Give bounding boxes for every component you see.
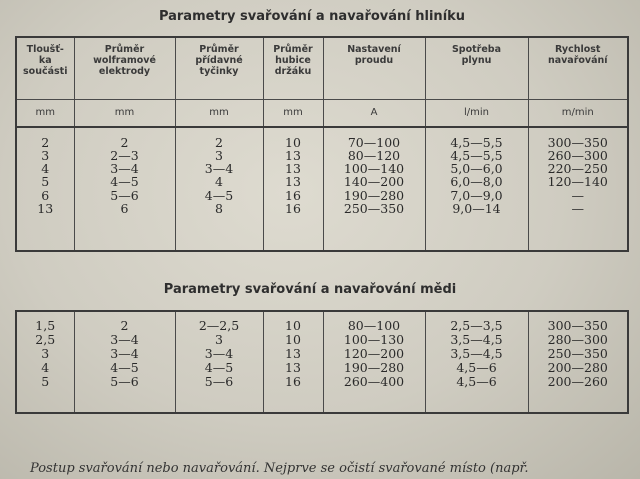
copper-parameters-table [15,310,629,414]
gas-values: 2,5—3,5 3,5—4,5 3,5—4,5 4,5—6 4,5—6 [425,311,528,413]
electrode-values: 2 2—3 3—4 4—5 5—6 6 [74,127,175,252]
data-row [16,127,628,252]
unit-cell: mm [263,99,323,127]
body-text-line: Postup svařování nebo navařování. Nejprve se očistí svařované místo (např. [30,461,529,476]
thickness-values: 2 3 4 5 6 13 [37,134,54,216]
rod-values: 2 3 3—4 4 4—5 8 [175,127,263,252]
speed-values: 300—350 280—300 250—350 200—280 200—260 [528,311,628,413]
data-row [16,311,628,413]
header-rod-diameter: Průměr přídavné tyčinky [175,37,263,99]
unit-row [16,99,628,127]
unit-cell: m/min [528,99,628,127]
copper-table-title: Parametry svařování a navařování mědi [163,282,457,297]
header-nozzle-diameter: Průměr hubice držáku [263,37,323,99]
nozzle-values: 10 10 13 13 16 [263,311,323,413]
header-thickness: Tloušť- ka součásti [16,37,74,99]
rod-values: 2—2,5 3 3—4 4—5 5—6 [175,311,263,413]
current-values: 70—100 80—120 100—140 140—200 190—280 250—350 [323,127,425,252]
header-row [16,37,628,99]
unit-cell: mm [175,99,263,127]
speed-values: 300—350 260—300 220—250 120—140 — — [528,127,628,252]
electrode-values: 2 3—4 3—4 4—5 5—6 [74,311,175,413]
header-speed: Rychlost navařování [528,37,628,99]
unit-cell: A [323,99,425,127]
aluminium-table-title: Parametry svařování a navařování hliníku [158,9,466,24]
header-gas: Spotřeba plynu [425,37,528,99]
aluminium-parameters-table [15,36,629,252]
header-electrode-diameter: Průměr wolframové elektrody [74,37,175,99]
unit-cell: mm [74,99,175,127]
nozzle-values: 10 13 13 13 16 16 [263,127,323,252]
unit-cell: mm [16,99,74,127]
unit-cell: l/min [425,99,528,127]
thickness-values: 1,5 2,5 3 4 5 [35,318,56,389]
gas-values: 4,5—5,5 4,5—5,5 5,0—6,0 6,0—8,0 7,0—9,0 9,0—14 [425,127,528,252]
current-values: 80—100 100—130 120—200 190—280 260—400 [323,311,425,413]
header-current: Nastavení proudu [323,37,425,99]
